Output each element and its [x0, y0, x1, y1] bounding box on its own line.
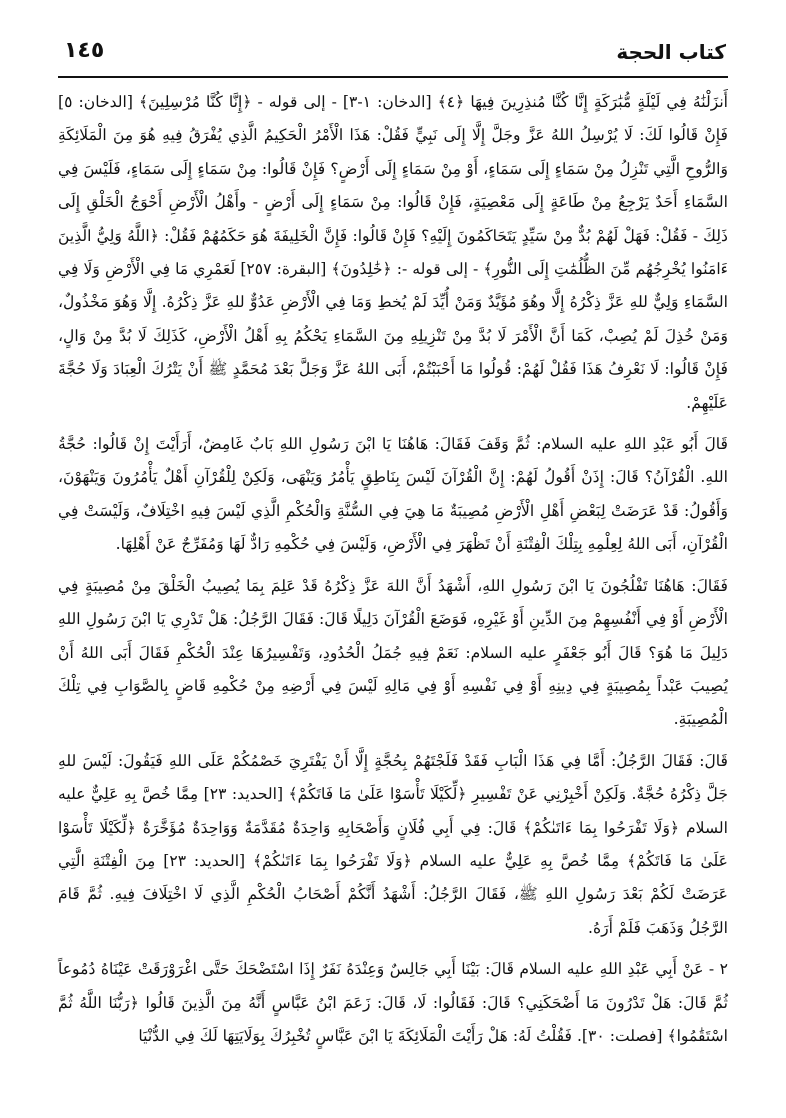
- book-title: كتاب الحجة: [616, 40, 726, 64]
- paragraph-3: فَقَالَ: هَاهُنَا تَفْلُجُونَ يَا ابْنَ رَسُولِ اللهِ، أَشْهَدُ أَنَّ اللهَ عَزَّ ذِكْرُهُ قَدْ عَلِمَ بِمَا يُصِيبُ الْخَلْقَ مِنْ مُصِيبَةٍ فِي الْأَرْضِ أَوْ فِي أَنْفُسِهِمْ مِنَ الدِّينِ أَوْ غَيْرِهِ، فَوَضَعَ الْقُرْآنَ دَلِيلًا قَالَ: فَقَالَ الرَّجُلُ: هَلْ تَدْرِي يَا ابْنَ رَسُولِ اللهِ دَلِيلَ مَا هُوَ؟ قَالَ أَبُو جَعْفَرٍ عليه السلام: نَعَمْ فِيهِ جُمَلُ الْحُدُودِ، وَتَفْسِيرُهَا عِنْدَ الْحُكْمِ فَقَالَ أَبَى اللهُ أَنْ يُصِيبَ عَبْداً بِمُصِيبَةٍ فِي دِينِهِ أَوْ فِي نَفْسِهِ أَوْ فِي مَالِهِ لَيْسَ فِي أَرْضِهِ مِنْ حُكْمِهِ قَاضٍ بِالصَّوَابِ فِي تِلْكَ الْمُصِيبَةِ.: [58, 576, 728, 729]
- body-text: [58, 86, 728, 1053]
- page-header: [58, 36, 728, 76]
- header-divider: [58, 76, 728, 78]
- page-number: ١٤٥: [64, 38, 105, 63]
- paragraph-4: قَالَ: فَقَالَ الرَّجُلُ: أَمَّا فِي هَذَا الْبَابِ فَقَدْ فَلَجْتَهُمْ بِحُجَّةٍ إِلَّا أَنْ يَفْتَرِيَ خَصْمُكُمْ عَلَى اللهِ فَيَقُولَ: لَيْسَ للهِ جَلَّ ذِكْرُهُ حُجَّةٌ. وَلَكِنْ أَخْبِرْنِي عَنْ تَفْسِيرِ ﴿لِّكَيْلَا تَأْسَوْا عَلَىٰ مَا فَاتَكُمْ﴾ [الحديد: ٢٣] مِمَّا خُصَّ بِهِ عَلِيٌّ عليه السلام ﴿وَلَا تَفْرَحُوا بِمَا ءَاتَىٰكُمْ﴾ قَالَ: فِي أَبِي فُلَانٍ وَأَصْحَابِهِ وَاحِدَةٌ مُقَدَّمَةٌ وَوَاحِدَةٌ مُؤَخَّرَةٌ ﴿لِّكَيْلَا تَأْسَوْا عَلَىٰ مَا فَاتَكُمْ﴾ مِمَّا خُصَّ بِهِ عَلِيٌّ عليه السلام ﴿وَلَا تَفْرَحُوا بِمَا ءَاتَىٰكُمْ﴾ [الحديد: ٢٣] مِنَ الْفِتْنَةِ الَّتِي عَرَضَتْ لَكُمْ بَعْدَ رَسُولِ اللهِ ﷺ، فَقَالَ الرَّجُلُ: أَشْهَدُ أَنَّكُمْ أَصْحَابُ الْحُكْمِ الَّذِي لَا اخْتِلَافَ فِيهِ. ثُمَّ قَامَ الرَّجُلُ وَذَهَبَ فَلَمْ أَرَهُ.: [58, 751, 728, 937]
- paragraph-5: ٢ - عَنْ أَبِي عَبْدِ اللهِ عليه السلام قَالَ: بَيْنَا أَبِي جَالِسٌ وَعِنْدَهُ نَفَرٌ إِذَا اسْتَضْحَكَ حَتَّى اغْرَوْرَقَتْ عَيْنَاهُ دُمُوعاً ثُمَّ قَالَ: هَلْ تَدْرُونَ مَا أَضْحَكَنِي؟ قَالَ: فَقَالُوا: لَا، قَالَ: زَعَمَ ابْنُ عَبَّاسٍ أَنَّهُ مِنَ الَّذِينَ قَالُوا ﴿رَبُّنَا اللَّهُ ثُمَّ اسْتَقَٰمُوا﴾ [فصلت: ٣٠]. فَقُلْتُ لَهُ: هَلْ رَأَيْتَ الْمَلَائِكَةَ يَا ابْنَ عَبَّاسٍ تُخْبِرُكَ بِوَلَايَتِهَا لَكَ فِي الدُّنْيَا: [58, 960, 728, 1045]
- paragraph-2: قَالَ أَبُو عَبْدِ اللهِ عليه السلام: ثُمَّ وَقَفَ فَقَالَ: هَاهُنَا يَا ابْنَ رَسُولِ اللهِ بَابٌ غَامِضٌ، أَرَأَيْتَ إِنْ قَالُوا: حُجَّةُ اللهِ. الْقُرْآنُ؟ قَالَ: إِذَنْ أَقُولُ لَهُمْ: إِنَّ الْقُرْآنَ لَيْسَ بِنَاطِقٍ يَأْمُرُ وَيَنْهَى، وَلَكِنْ لِلْقُرْآنِ أَهْلٌ يَأْمُرُونَ وَيَنْهَوْنَ، وَأَقُولُ: قَدْ عَرَضَتْ لِبَعْضِ أَهْلِ الْأَرْضِ مُصِيبَةٌ مَا هِيَ فِي السُّنَّةِ وَالْحُكْمِ الَّذِي لَيْسَ فِيهِ اخْتِلَافٌ، وَلَيْسَتْ فِي الْقُرْآنِ، أَبَى اللهُ لِعِلْمِهِ بِتِلْكَ الْفِتْنَةِ أَنْ تَظْهَرَ فِي الْأَرْضِ، وَلَيْسَ فِي حُكْمِهِ رَادٌّ لَهَا وَمُفَرِّجٌ عَنْ أَهْلِهَا.: [58, 435, 728, 554]
- paragraph-1: أَنزَلْنَٰهُ فِي لَيْلَةٍ مُّبَٰرَكَةٍ إِنَّا كُنَّا مُنذِرِينَ فِيهَا ﴿٤﴾ [الدخان: ١-٣] - إلى قوله - ﴿إِنَّا كُنَّا مُرْسِلِينَ﴾ [الدخان: ٥] فَإِنْ قَالُوا لَكَ: لَا يُرْسِلُ اللهُ عَزَّ وجَلَّ إِلَّا إِلَى نَبِيٍّ فَقُلْ: هَذَا الْأَمْرُ الْحَكِيمُ الَّذِي يُفْرَقُ فِيهِ هُوَ مِنَ الْمَلَائِكَةِ وَالرُّوحِ الَّتِي تَنْزِلُ مِنْ سَمَاءٍ إِلَى سَمَاءٍ، أَوْ مِنْ سَمَاءٍ إِلَى أَرْضٍ؟ فَإِنْ قَالُوا: مِنْ سَمَاءٍ إِلَى سَمَاءٍ، فَلَيْسَ فِي السَّمَاءِ أَحَدٌ يَرْجِعُ مِنْ طَاعَةٍ إِلَى مَعْصِيَةٍ، فَإِنْ قَالُوا: مِنْ سَمَاءٍ إِلَى أَرْضٍ - وأَهْلُ الْأَرْضِ أَحْوَجُ الْخَلْقِ إِلَى ذَلِكَ - فَقُلْ: فَهَلْ لَهُمْ بُدٌّ مِنْ سَيِّدٍ يَتَحَاكَمُونَ إِلَيْهِ؟ فَإِنْ قَالُوا: فَإِنَّ الْخَلِيفَةَ هُوَ حَكَمُهُمْ فَقُلْ: ﴿اللَّهُ وَلِيُّ الَّذِينَ ءَامَنُوا يُخْرِجُهُم مِّنَ الظُّلُمَٰتِ إِلَى النُّورِ﴾ - إلى قوله -: ﴿خَٰلِدُونَ﴾ [البقرة: ٢٥٧] لَعَمْرِي مَا فِي الْأَرْضِ وَلَا فِي السَّمَاءِ وَلِيٌّ للهِ عَزَّ ذِكْرُهُ إِلَّا وهُوَ مُؤَيَّدٌ وَمَنْ أُيِّدَ لَمْ يُخطِ وَمَا فِي الْأَرْضِ عَدُوٌّ للهِ عَزَّ ذِكْرُهُ. إِلَّا وَهُوَ مَخْذُولٌ، وَمَنْ خُذِلَ لَمْ يُصِبْ، كَمَا أَنَّ الْأَمْرَ لَا بُدَّ مِنْ تَنْزِيلِهِ مِنَ السَّمَاءِ يَحْكُمُ بِهِ أَهْلُ الْأَرْضِ، كَذَلِكَ لَا بُدَّ مِنْ وَالٍ، فَإِنْ قَالُوا: لَا نَعْرِفُ هَذَا فَقُلْ لَهُمْ: قُولُوا مَا أَحْبَبْتُمْ، أَبَى اللهُ عَزَّ وَجَلَّ بَعْدَ مُحَمَّدٍ ﷺ أَنْ يَتْرُكَ الْعِبَادَ وَلَا حُجَّةَ عَلَيْهِمْ.: [58, 93, 728, 412]
